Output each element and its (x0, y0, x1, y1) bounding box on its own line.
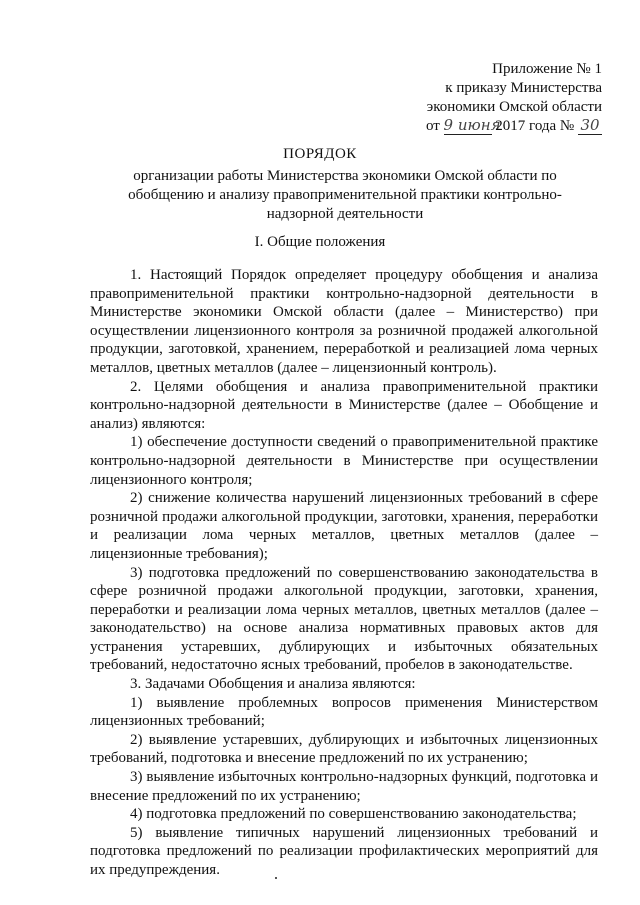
handwritten-date: 9 июня (443, 116, 501, 134)
paragraph: 3. Задачами Обобщения и анализа являются: (130, 676, 416, 693)
date-prefix: от (425, 118, 440, 134)
paragraph: 4) подготовка предложений по совершенствованию законодательства; (130, 806, 577, 823)
scan-speck (275, 877, 277, 879)
paragraph: 2) снижение количества нарушений лицензионных требований в сфере розничной продажи алкогольной продукции, заготовки, хранения, переработки и реализации лома черных металлов, цветных металлов (далее – лицензионные требования); (90, 490, 598, 562)
paragraph: 5) выявление типичных нарушений лицензионных требований и подготовка предложений по реализации профилактических мероприятий для их предупреждения. (90, 824, 598, 878)
section-heading: I. Общие положения (254, 234, 386, 250)
annex-line-3: экономики Омской области (426, 99, 602, 115)
annex-header (426, 60, 602, 136)
paragraph: 2. Целями обобщения и анализа правоприменительной практики контрольно-надзорной деятельности в Министерстве (далее – Обобщение и анализ) являются: (90, 378, 598, 432)
paragraph: 2) выявление устаревших, дублирующих и избыточных лицензионных требований, подготовка и внесение предложений по их устранению; (90, 731, 598, 767)
paragraph: 3) выявление избыточных контрольно-надзорных функций, подготовка и внесение предложений по их устранению; (90, 769, 598, 804)
document-subtitle: организации работы Министерства экономики Омской области по обобщению и анализу правоприменительной практики контрольно-надзорной деятельности (128, 168, 562, 222)
paragraph: 3) подготовка предложений по совершенствованию законодательства в сфере розничной продажи алкогольной продукции, заготовки, хранения, переработки и реализации лома черных металлов, цветных металлов (далее – законодательство) на основе анализа нормативных правовых актов для устранения устаревших, дублирующих и избыточных обязательных требований, недостаточно ясных требований, пробелов в законодательстве. (90, 564, 598, 674)
document-title: ПОРЯДОК (283, 146, 357, 162)
paragraph: 1. Настоящий Порядок определяет процедуру обобщения и анализа правоприменительной практики контрольно-надзорной деятельности в Министерстве экономики Омской области (далее – Министерство) при осуществлении лицензионного контроля за розничной продажей алкогольной продукции, заготовкой, хранением, переработкой и реализацией лома черных металлов, цветных металлов (далее – лицензионный контроль). (90, 267, 598, 376)
paragraph: 1) выявление проблемных вопросов применения Министерством лицензионных требований; (90, 694, 598, 730)
annex-line-2: к приказу Министерства (445, 80, 602, 96)
annex-line-1: Приложение № 1 (492, 61, 602, 77)
document-body (90, 266, 598, 880)
handwritten-number: 30 (578, 118, 602, 135)
date-suffix: 2017 года № (495, 118, 575, 134)
annex-date-line (426, 117, 602, 136)
paragraph: 1) обеспечение доступности сведений о правоприменительной практике контрольно-надзорной деятельности в Министерстве при осуществлении лицензионного контроля; (90, 434, 598, 488)
